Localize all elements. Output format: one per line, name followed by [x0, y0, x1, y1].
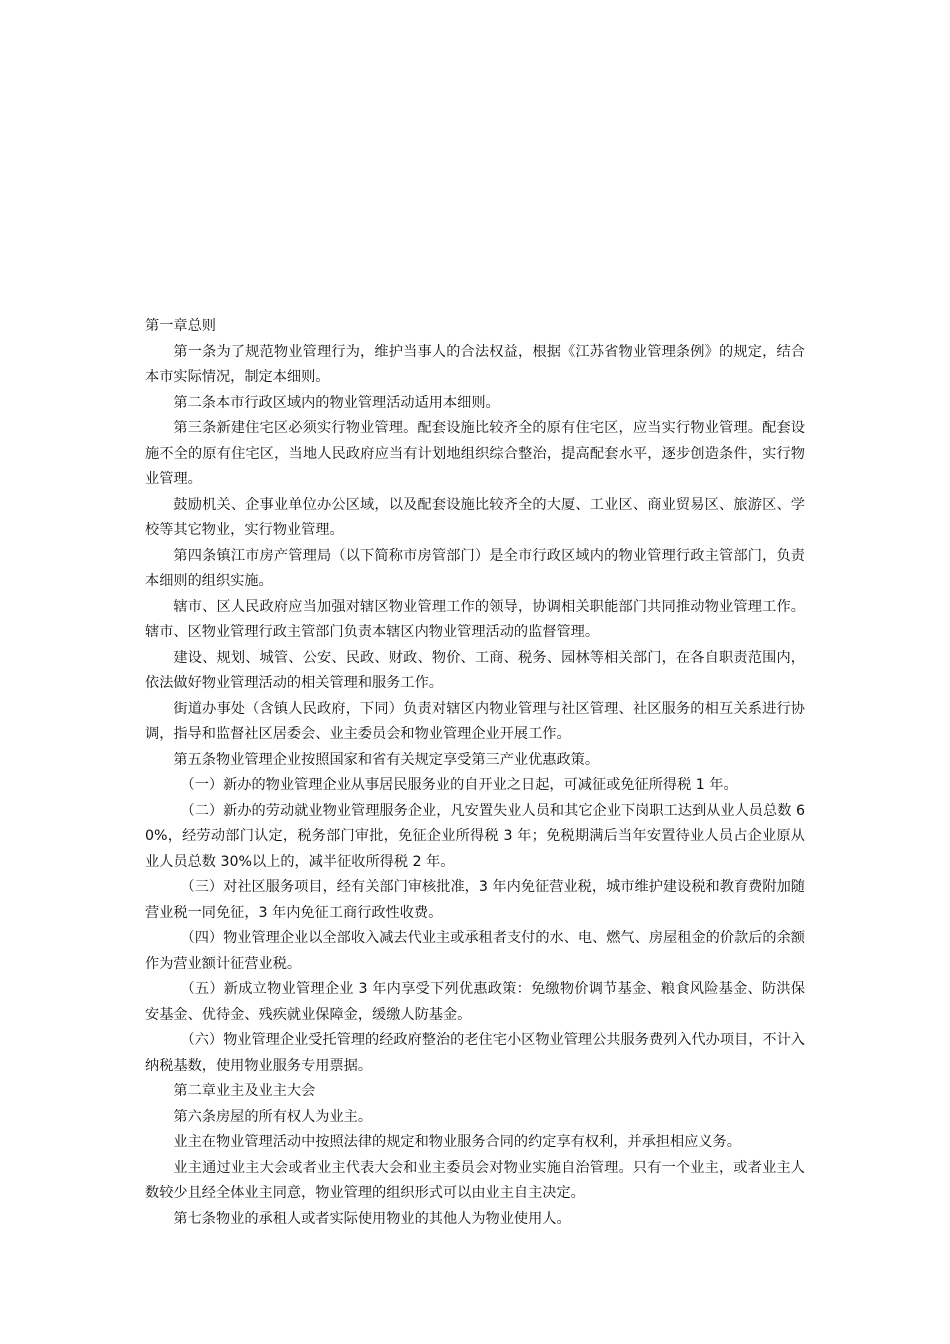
article-5-item-3: （三）对社区服务项目，经有关部门审核批准，3 年内免征营业税，城市维护建设税和教育费附加随营业税一同免征，3 年内免征工商行政性收费。 [145, 879, 805, 921]
article-6: 第六条房屋的所有权人为业主。 [173, 1108, 373, 1125]
article-3: 第三条新建住宅区必须实行物业管理。配套设施比较齐全的原有住宅区，应当实行物业管理。配套设施不全的原有住宅区，当地人民政府应当有计划地组织综合整治，提高配套水平，逐步创造条件，实行物业管理。 [145, 420, 805, 487]
article-2: 第二条本市行政区域内的物业管理活动适用本细则。 [173, 394, 500, 411]
article-3-paragraph-2: 鼓励机关、企事业单位办公区域，以及配套设施比较齐全的大厦、工业区、商业贸易区、旅游区、学校等其它物业，实行物业管理。 [145, 496, 805, 538]
article-7: 第七条物业的承租人或者实际使用物业的其他人为物业使用人。 [173, 1210, 571, 1227]
article-5-item-4: （四）物业管理企业以全部收入减去代业主或承租者支付的水、电、燃气、房屋租金的价款后的余额作为营业额计征营业税。 [145, 930, 805, 972]
article-4-paragraph-2: 辖市、区人民政府应当加强对辖区物业管理工作的领导，协调相关职能部门共同推动物业管理工作。辖市、区物业管理行政主管部门负责本辖区内物业管理活动的监督管理。 [145, 598, 805, 640]
article-5-item-5: （五）新成立物业管理企业 3 年内享受下列优惠政策：免缴物价调节基金、粮食风险基金、防洪保安基金、优待金、残疾就业保障金，缓缴人防基金。 [145, 981, 805, 1023]
article-5-item-2: （二）新办的劳动就业物业管理服务企业，凡安置失业人员和其它企业下岗职工达到从业人员总数 60%，经劳动部门认定，税务部门审批，免征企业所得税 3 年；免税期满后当年安置待业人员占企业原从业人员总数 30%以上的，减半征收所得税 2 年。 [145, 802, 805, 870]
chapter-heading: 第一章总则 [145, 318, 216, 334]
article-4: 第四条镇江市房产管理局（以下简称市房管部门）是全市行政区域内的物业管理行政主管部门，负责本细则的组织实施。 [145, 547, 805, 589]
article-5-item-1: （一）新办的物业管理企业从事居民服务业的自开业之日起，可减征或免征所得税 1 年。 [180, 777, 738, 793]
article-4-paragraph-3: 建设、规划、城管、公安、民政、财政、物价、工商、税务、园林等相关部门，在各自职责范围内，依法做好物业管理活动的相关管理和服务工作。 [145, 649, 805, 691]
article-6-paragraph-2: 业主在物业管理活动中按照法律的规定和物业服务合同的约定享有权利，并承担相应义务。 [173, 1134, 741, 1150]
chapter-2-heading: 第二章业主及业主大会 [173, 1083, 316, 1099]
document-body [145, 314, 805, 1232]
article-1: 第一条为了规范物业管理行为，维护当事人的合法权益，根据《江苏省物业管理条例》的规定，结合本市实际情况，制定本细则。 [145, 343, 805, 385]
article-5: 第五条物业管理企业按照国家和省有关规定享受第三产业优惠政策。 [173, 751, 600, 768]
article-4-paragraph-4: 街道办事处（含镇人民政府，下同）负责对辖区内物业管理与社区管理、社区服务的相互关系进行协调，指导和监督社区居委会、业主委员会和物业管理企业开展工作。 [145, 700, 805, 742]
article-6-paragraph-3: 业主通过业主大会或者业主代表大会和业主委员会对物业实施自治管理。只有一个业主，或者业主人数较少且经全体业主同意，物业管理的组织形式可以由业主自主决定。 [145, 1159, 805, 1201]
article-5-item-6: （六）物业管理企业受托管理的经政府整治的老住宅小区物业管理公共服务费列入代办项目，不计入纳税基数，使用物业服务专用票据。 [145, 1032, 805, 1074]
